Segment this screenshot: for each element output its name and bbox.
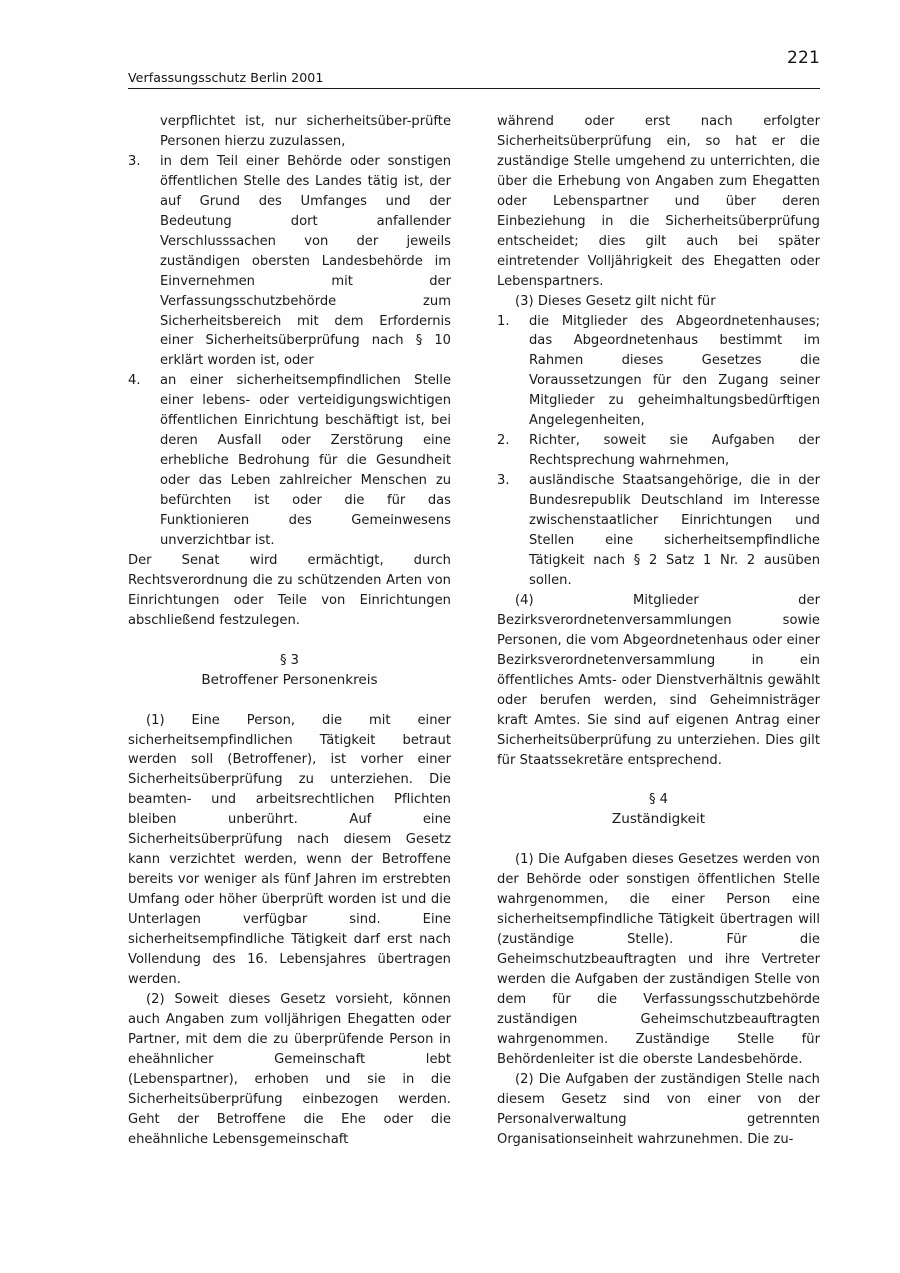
list-item xyxy=(128,152,451,371)
list-item-text: in dem Teil einer Behörde oder sonstigen öffentlichen Stelle des Landes tätig ist, der auf Grund des Umfanges und der Bedeutung dort anfallender Verschlusssachen von der jeweils zuständigen obersten Landesbehörde im Einvernehmen mit der Verfassungsschutzbehörde zum Sicherheitsbereich mit dem Erfordernis einer Sicherheitsüberprüfung nach § 10 erklärt worden ist, oder xyxy=(160,153,451,369)
list-item-text: ausländische Staatsangehörige, die in der Bundesrepublik Deutschland im Interesse zwischenstaatlicher Einrichtungen und Stellen eine sicherheitsempfindliche Tätigkeit nach § 2 Satz 1 Nr. 2 ausüben sollen. xyxy=(529,473,820,588)
section-title: Betroffener Personenkreis xyxy=(201,671,378,688)
list-item xyxy=(497,471,820,591)
list-item-continued xyxy=(128,112,451,152)
left-column xyxy=(128,112,451,1150)
right-column xyxy=(497,112,820,1150)
paragraph-2: (2) Soweit dieses Gesetz vorsieht, können auch Angaben zum volljährigen Ehegatten oder Partner, mit dem die zu überprüfende Person in eheähnlicher Gemeinschaft lebt (Lebenspartner), erhoben und sie in die Sicherheitsüberprüfung einbezogen werden. Geht der Betroffene die Ehe oder die eheähnliche Lebensgemeinschaft xyxy=(128,991,451,1147)
section-symbol: § 4 xyxy=(648,792,669,808)
list-item-marker: 3. xyxy=(128,153,141,169)
spacer xyxy=(497,830,820,850)
section-title: Zuständigkeit xyxy=(611,811,706,828)
running-title: Verfassungsschutz Berlin 2001 xyxy=(128,70,324,85)
closing-paragraph: Der Senat wird ermächtigt, durch Rechtsverordnung die zu schützenden Arten von Einrichtungen oder Teile von Einrichtungen abschließend festzulegen. xyxy=(128,552,451,628)
list-item-text: die Mitglieder des Abgeordnetenhauses; das Abgeordnetenhaus bestimmt im Rahmen dieses Gesetzes die Voraussetzungen für den Zugang seiner Mitglieder zu geheimhaltungsbedürftigen Angelegenheiten, xyxy=(529,313,820,429)
page-number: 221 xyxy=(786,48,820,68)
list-item-marker: 4. xyxy=(128,373,141,389)
list-item-text: Richter, soweit sie Aufgaben der Rechtsprechung wahrnehmen, xyxy=(529,433,820,469)
paragraph-1: (1) Die Aufgaben dieses Gesetzes werden von der Behörde oder sonstigen öffentlichen Stelle wahrgenommen, die einer Person eine sicherheitsempfindliche Tätigkeit übertragen will (zuständige Stelle). Für die Geheimschutzbeauftragten und ihre Vertreter werden die Aufgaben der zuständigen Stelle von dem für die Verfassungsschutzbehörde zuständigen Geheimschutzbeauftragten wahrgenommen. Zuständige Stelle für Behördenleiter ist die oberste Landesbehörde. xyxy=(497,852,820,1067)
list-item xyxy=(497,431,820,471)
list-item-marker: 1. xyxy=(497,313,510,329)
paragraph-1: (1) Eine Person, die mit einer sicherheitsempfindlichen Tätigkeit betraut werden soll (Betroffener), ist vorher einer Sicherheitsüberprüfung zu unterziehen. Die beamten- und arbeitsrechtlichen Pflichten bleiben unberührt. Auf eine Sicherheitsüberprüfung nach diesem Gesetz kann verzichtet werden, wenn der Betroffene bereits vor weniger als fünf Jahren im erstrebten Umfang oder höher überprüft worden ist und die Unterlagen verfügbar sind. Eine sicherheitsempfindliche Tätigkeit darf erst nach Vollendung des 16. Lebensjahres übertragen werden. xyxy=(128,712,451,987)
spacer xyxy=(128,691,451,711)
list-item-marker: 2. xyxy=(497,433,510,449)
body-columns xyxy=(128,112,820,1150)
list-item-marker: 3. xyxy=(497,473,510,489)
list-item xyxy=(497,312,820,432)
running-head-rule xyxy=(128,70,820,89)
paragraph-2-continued: während oder erst nach erfolgter Sicherheitsüberprüfung ein, so hat er die zuständige Stelle umgehend zu unterrichten, die über die Erhebung von Angaben zum Ehegatten oder Lebenspartner und über deren Einbeziehung in die Sicherheitsüberprüfung entscheidet; dies gilt auch bei später eintretender Volljährigkeit des Ehegatten oder Lebenspartners. xyxy=(497,114,820,289)
list-item xyxy=(128,371,451,551)
list-item-text: an einer sicherheitsempfindlichen Stelle einer lebens- oder verteidigungswichtigen öffentlichen Einrichtung beschäftigt ist, bei deren Ausfall oder Zerstörung eine erhebliche Bedrohung für die Gesundheit oder das Leben zahlreicher Menschen zu befürchten ist oder die für das Funktionieren des Gemeinwesens unverzichtbar ist. xyxy=(160,373,451,549)
list-item-text: verpflichtet ist, nur sicherheitsüber-prüfte Personen hierzu zuzulassen, xyxy=(160,114,451,149)
paragraph-4: (4) Mitglieder der Bezirksverordnetenversammlungen sowie Personen, die vom Abgeordnetenhaus oder einer Bezirksverordnetenversammlung in ein öffentliches Amts- oder Dienstverhältnis gewählt oder berufen werden, sind Geheimnisträger kraft Amtes. Sie sind auf eigenen Antrag einer Sicherheitsüberprüfung zu unterziehen. Dies gilt für Staatssekretäre entsprechend. xyxy=(497,592,820,768)
section-heading-3 xyxy=(128,651,451,691)
section-heading-4 xyxy=(497,790,820,830)
page-header xyxy=(128,48,820,89)
paragraph-3-lead: (3) Dieses Gesetz gilt nicht für xyxy=(515,293,716,309)
paragraph-2: (2) Die Aufgaben der zuständigen Stelle nach diesem Gesetz sind von einer von der Personalverwaltung getrennten Organisationseinheit wahrzunehmen. Die zu- xyxy=(497,1071,820,1147)
section-symbol: § 3 xyxy=(279,652,300,668)
